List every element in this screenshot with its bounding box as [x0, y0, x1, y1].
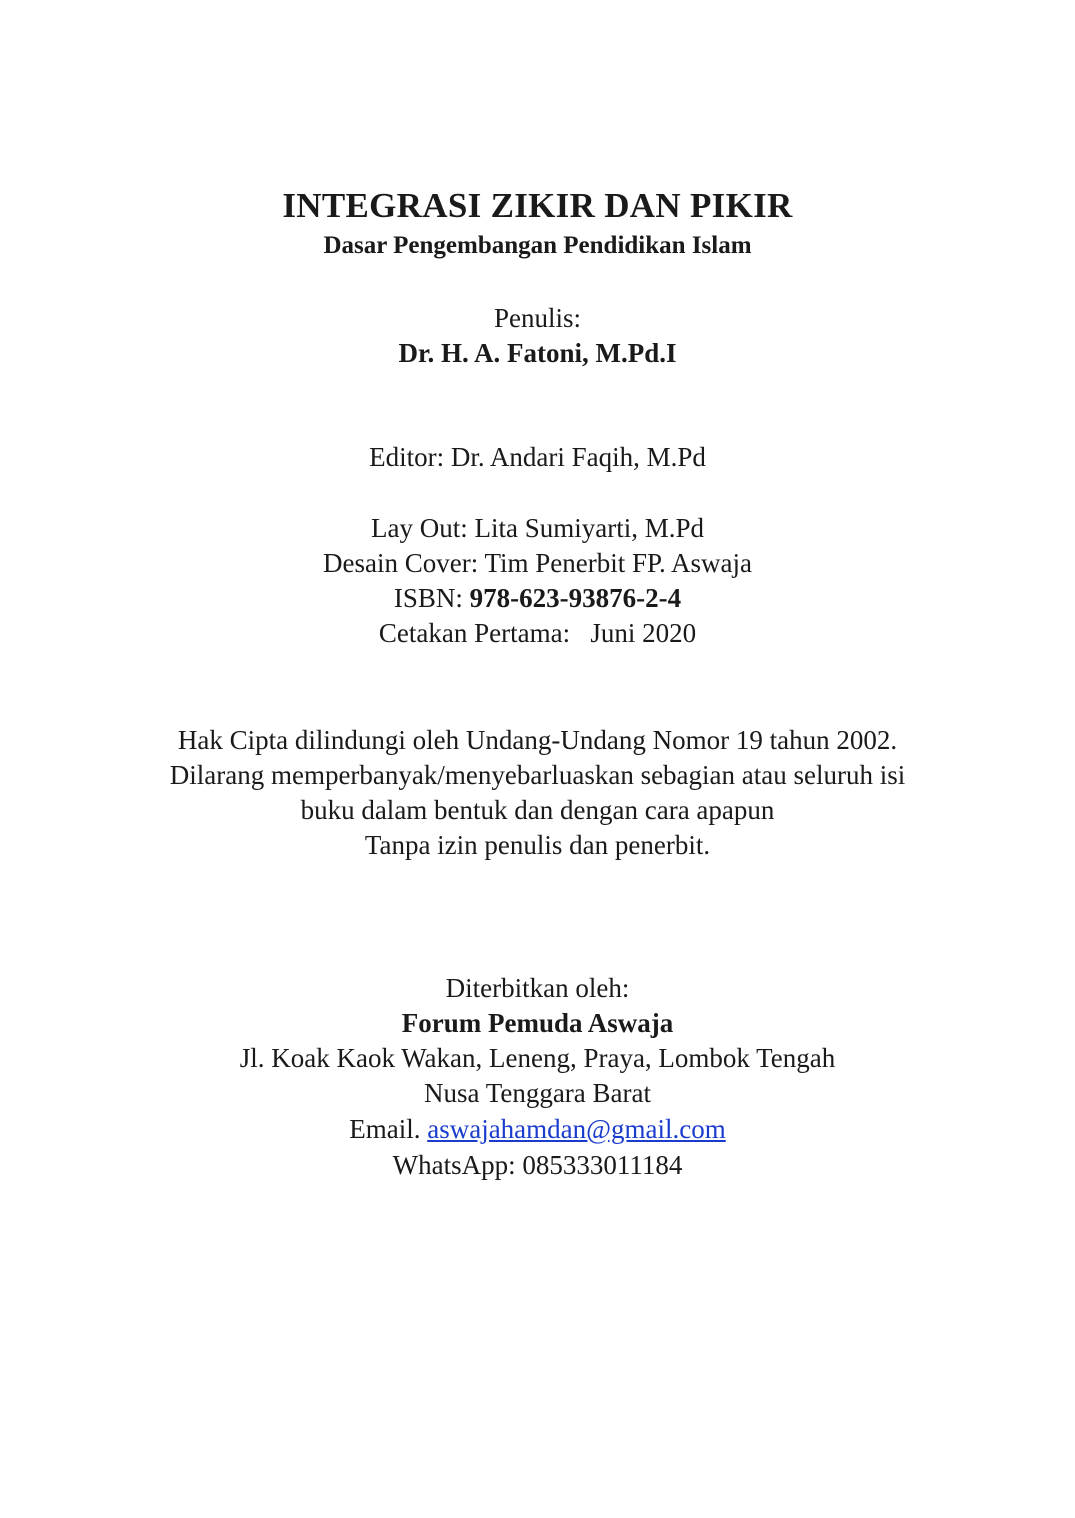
- copyright-line-1: Hak Cipta dilindungi oleh Undang-Undang Nomor 19 tahun 2002.: [177, 725, 898, 755]
- copyright-line-3: buku dalam bentuk dan dengan cara apapun: [300, 795, 775, 825]
- publisher-address-line-2: Nusa Tenggara Barat: [423, 1078, 652, 1108]
- isbn-line: [0, 581, 1075, 615]
- book-subtitle: Dasar Pengembangan Pendidikan Islam: [323, 232, 752, 259]
- publisher-address-line-1: Jl. Koak Kaok Wakan, Leneng, Praya, Lombok Tengah: [239, 1043, 836, 1073]
- author-label: Penulis:: [493, 303, 581, 333]
- editor-credit: Editor: Dr. Andari Faqih, M.Pd: [369, 442, 706, 472]
- copyright-line-4: Tanpa izin penulis dan penerbit.: [364, 830, 711, 860]
- author-name: Dr. H. A. Fatoni, M.Pd.I: [398, 338, 677, 368]
- isbn-label: ISBN:: [393, 583, 470, 613]
- edition-line: Cetakan Pertama: Juni 2020: [378, 618, 697, 648]
- copyright-line-2: Dilarang memperbanyak/menyebarluaskan sebagian atau seluruh isi: [169, 760, 906, 790]
- whatsapp-line: WhatsApp: 085333011184: [392, 1150, 683, 1180]
- email-label: Email.: [349, 1114, 428, 1144]
- publisher-label: Diterbitkan oleh:: [445, 973, 630, 1003]
- book-title: INTEGRASI ZIKIR DAN PIKIR: [282, 186, 793, 225]
- cover-credit: Desain Cover: Tim Penerbit FP. Aswaja: [322, 548, 753, 578]
- email-link[interactable]: aswajahamdan@gmail.com: [427, 1114, 726, 1144]
- publisher-name: Forum Pemuda Aswaja: [401, 1008, 674, 1038]
- layout-credit: Lay Out: Lita Sumiyarti, M.Pd: [371, 513, 704, 543]
- isbn-value: 978-623-93876-2-4: [469, 583, 682, 613]
- email-line: [0, 1112, 1075, 1146]
